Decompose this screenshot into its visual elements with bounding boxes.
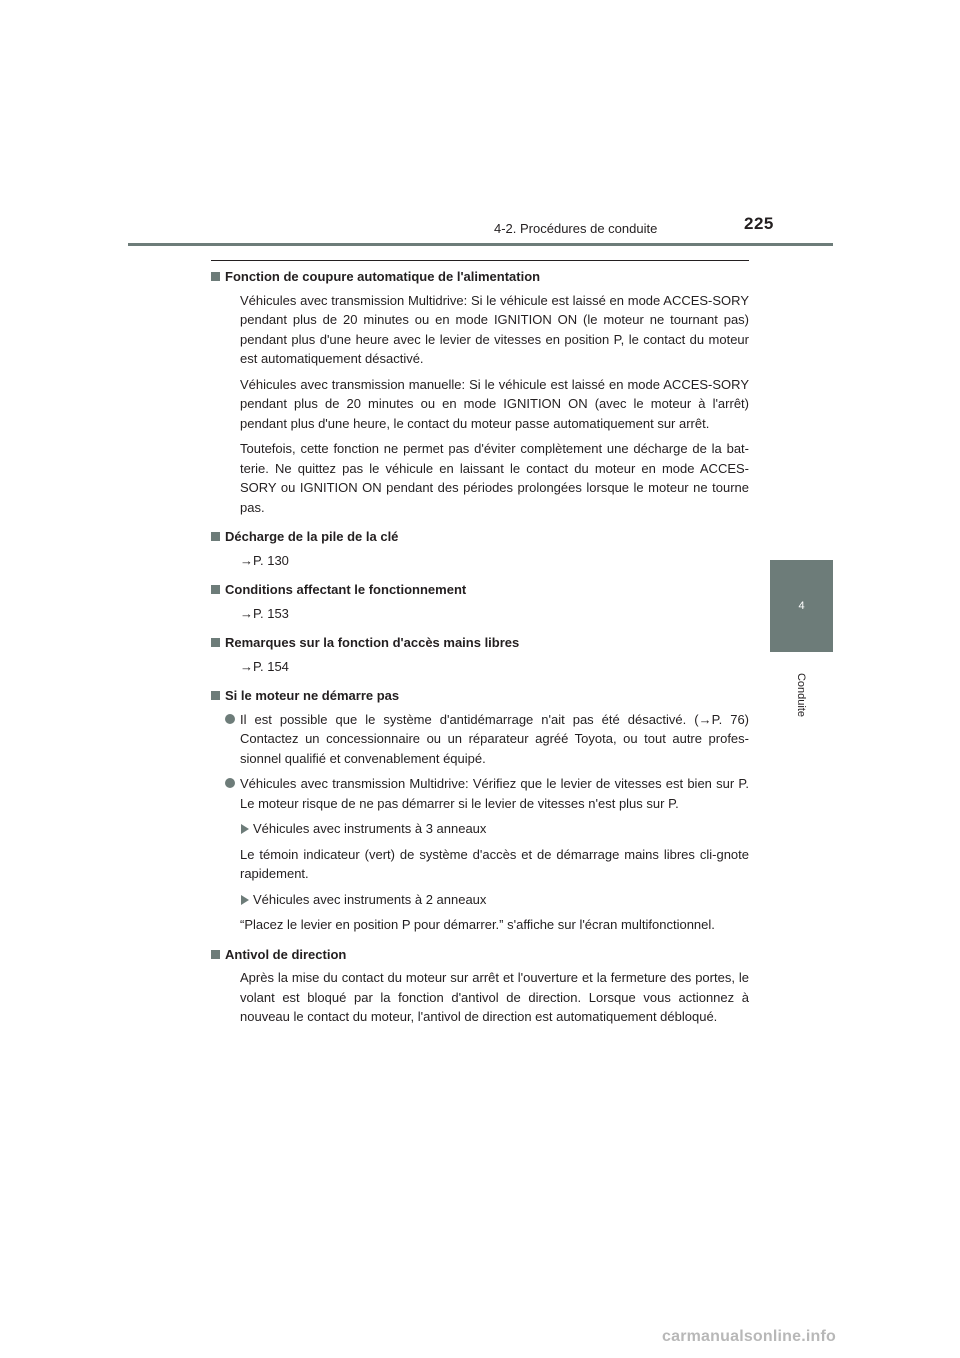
triangle-bullet-icon bbox=[241, 824, 249, 834]
paragraph: “Placez le levier en position P pour démarrer.” s'affiche sur l'écran multifonctionnel. bbox=[240, 917, 715, 932]
square-bullet-icon bbox=[211, 585, 220, 594]
paragraph: Le témoin indicateur (vert) de système d'accès et de démarrage mains libres cli-gnote rapidement. bbox=[240, 846, 749, 881]
section-title: Conditions affectant le fonctionnement bbox=[225, 582, 467, 597]
header-rule bbox=[128, 243, 833, 246]
list-item bbox=[211, 774, 749, 813]
sub-heading-label: Véhicules avec instruments à 2 anneaux bbox=[253, 891, 487, 907]
chapter-label-container bbox=[770, 660, 833, 730]
section-heading bbox=[211, 686, 749, 706]
section-title: Décharge de la pile de la clé bbox=[225, 529, 399, 544]
square-bullet-icon bbox=[211, 532, 220, 541]
section-heading bbox=[211, 633, 749, 653]
chapter-number: 4 bbox=[798, 600, 805, 612]
square-bullet-icon bbox=[211, 638, 220, 647]
page-content bbox=[211, 265, 749, 1033]
triangle-bullet-icon bbox=[241, 895, 249, 905]
paragraph: Véhicules avec transmission Multidrive: Si le véhicule est laissé en mode ACCES-SORY pendant plus de 20 minutes ou en mode IGNITION ON (le moteur ne tournant pas) pendant plus d'une heure avec le levier de vitesses en position P, le contact du moteur est automatiquement désactivé. bbox=[240, 292, 749, 366]
section-title: Si le moteur ne démarre pas bbox=[225, 688, 400, 703]
page-reference-link[interactable]: →P. 153 bbox=[240, 605, 289, 621]
content-top-rule bbox=[211, 260, 749, 261]
section-heading bbox=[211, 527, 749, 547]
section-title: Fonction de coupure automatique de l'alimentation bbox=[225, 269, 541, 284]
sub-heading bbox=[240, 890, 749, 910]
page-number: 225 bbox=[744, 214, 774, 233]
square-bullet-icon bbox=[211, 691, 220, 700]
watermark: carmanualsonline.info bbox=[662, 1328, 837, 1345]
square-bullet-icon bbox=[211, 950, 220, 959]
page-reference-link[interactable]: →P. 154 bbox=[240, 658, 289, 674]
paragraph: Véhicules avec transmission manuelle: Si le véhicule est laissé en mode ACCES-SORY pendant plus de 20 minutes ou en mode IGNITION ON (avec le moteur à l'arrêt) pendant plus d'une heure, le contact du moteur passe automatiquement sur arrêt. bbox=[240, 376, 749, 431]
chapter-label: Conduite bbox=[795, 672, 808, 718]
list-item-text: Véhicules avec transmission Multidrive: Vérifiez que le levier de vitesses est bien sur P. Le moteur risque de ne pas démarrer si le levier de vitesses n'est plus sur P. bbox=[240, 776, 749, 811]
paragraph: Toutefois, cette fonction ne permet pas d'éviter complètement une décharge de la bat-terie. Ne quittez pas le véhicule en laissant le contact du moteur en mode ACCES-SORY ou IGNITION ON pendant des périodes prolongées lorsque le moteur ne tourne pas. bbox=[240, 441, 749, 515]
circle-bullet-icon bbox=[225, 778, 235, 788]
chapter-tab bbox=[770, 560, 833, 652]
section-heading bbox=[211, 267, 749, 287]
list-item-text: Il est possible que le système d'antidémarrage n'ait pas été désactivé. (→P. 76) Contactez un concessionnaire ou un réparateur agréé Toyota, ou tout autre profes-sionnel qualifié et convenablement équipé. bbox=[240, 711, 749, 766]
sub-heading bbox=[240, 819, 749, 839]
sub-heading-label: Véhicules avec instruments à 3 anneaux bbox=[253, 821, 487, 836]
list-item bbox=[211, 710, 749, 769]
square-bullet-icon bbox=[211, 272, 220, 281]
circle-bullet-icon bbox=[225, 714, 235, 724]
section-title: Antivol de direction bbox=[225, 946, 347, 962]
section-title: Remarques sur la fonction d'accès mains libres bbox=[225, 635, 520, 650]
paragraph: Après la mise du contact du moteur sur arrêt et l'ouverture et la fermeture des portes, le volant est bloqué par la fonction d'antivol de direction. Lorsque vous actionnez à nouveau le contact du moteur, l'antivol de direction est automatiquement débloqué. bbox=[240, 970, 749, 1024]
section-heading bbox=[211, 580, 749, 600]
section-header: 4-2. Procédures de conduite bbox=[494, 221, 658, 236]
page-reference-link[interactable]: →P. 130 bbox=[240, 552, 289, 568]
section-heading bbox=[211, 945, 749, 965]
